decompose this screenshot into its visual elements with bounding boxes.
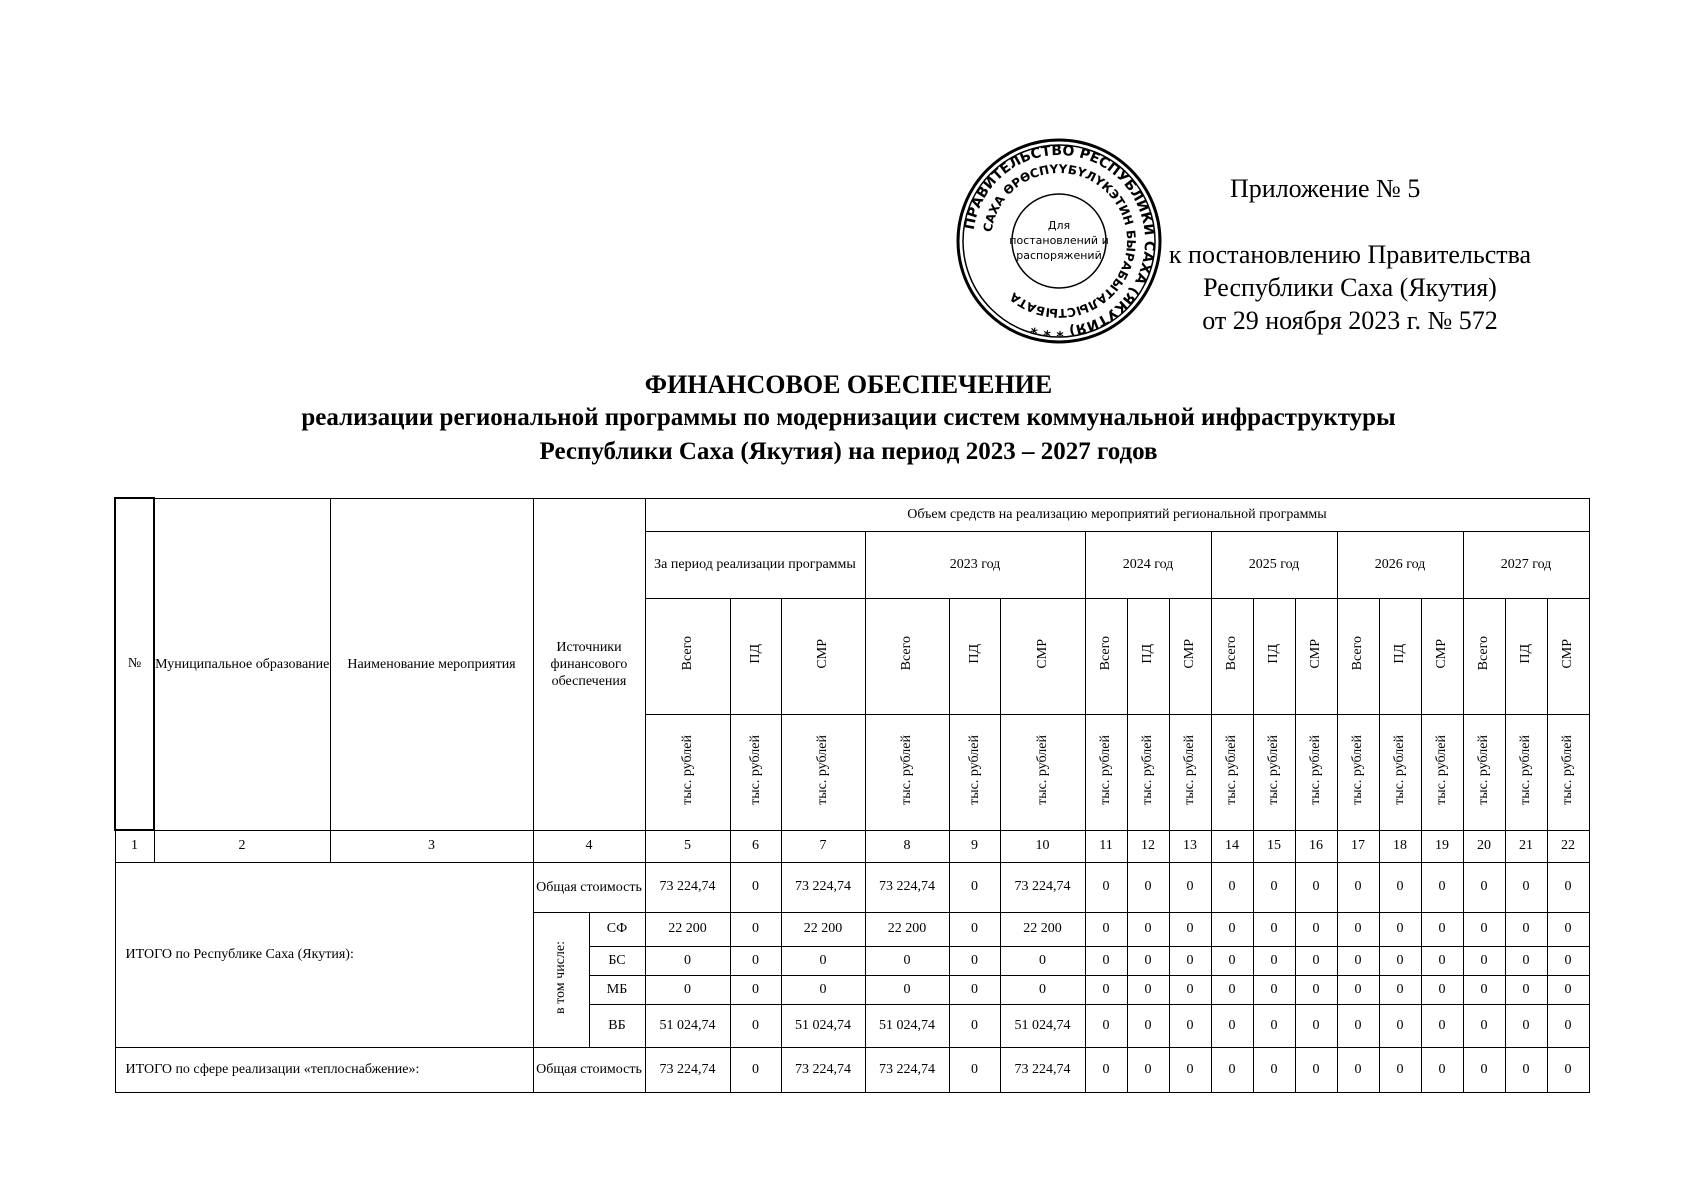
source-general-cost: Общая стоимость (533, 1047, 645, 1092)
header-subcolumn-label: СМР (1560, 638, 1575, 669)
value-cell: 0 (949, 1047, 1000, 1092)
value-cell: 0 (1337, 1004, 1379, 1047)
header-subcolumn-pd (1379, 598, 1421, 714)
header-unit-label: тыс. рублей (1308, 734, 1323, 805)
seal-center-line-2: постановлений и (1009, 234, 1109, 247)
value-cell: 0 (1337, 975, 1379, 1004)
header-unit-label: тыс. рублей (1182, 734, 1197, 805)
value-cell: 0 (1337, 1047, 1379, 1092)
value-cell: 0 (865, 975, 949, 1004)
value-cell: 0 (1127, 946, 1169, 975)
header-unit-cell (781, 714, 865, 830)
value-cell: 0 (1127, 975, 1169, 1004)
value-cell: 22 200 (781, 912, 865, 946)
header-unit-cell (1463, 714, 1505, 830)
header-subcolumn-total (645, 598, 730, 714)
value-cell: 0 (1421, 912, 1463, 946)
value-cell: 51 024,74 (645, 1004, 730, 1047)
value-cell: 73 224,74 (645, 862, 730, 912)
value-cell: 0 (1253, 862, 1295, 912)
value-cell: 0 (1169, 1047, 1211, 1092)
header-period-total: За период реализации программы (645, 531, 865, 598)
column-number: 22 (1547, 830, 1589, 862)
value-cell: 0 (1253, 1047, 1295, 1092)
header-unit-label: тыс. рублей (1560, 734, 1575, 805)
value-cell: 22 200 (1000, 912, 1085, 946)
header-unit-cell (1211, 714, 1253, 830)
table-row (115, 1047, 1589, 1092)
value-cell: 0 (730, 1004, 781, 1047)
value-cell: 0 (1211, 946, 1253, 975)
value-cell: 0 (1421, 862, 1463, 912)
seal-inner-text: САХА ӨРӨСПҮҮБҮЛҮКЭТИН БЫРАБЫТАЛЫСТЫБАТА (980, 161, 1139, 321)
value-cell: 0 (1211, 912, 1253, 946)
value-cell: 0 (1379, 1004, 1421, 1047)
value-cell: 0 (1337, 862, 1379, 912)
value-cell: 0 (1505, 862, 1547, 912)
value-cell: 0 (1547, 862, 1589, 912)
column-number: 15 (1253, 830, 1295, 862)
header-number: № (115, 498, 154, 830)
header-subcolumn-smr (1547, 598, 1589, 714)
value-cell: 0 (1085, 1047, 1127, 1092)
value-cell: 0 (1463, 912, 1505, 946)
header-subcolumn-label: Всего (679, 636, 695, 671)
source-vb: ВБ (589, 1004, 645, 1047)
value-cell: 0 (1463, 1047, 1505, 1092)
header-year-2025: 2025 год (1211, 531, 1337, 598)
value-cell: 0 (1295, 1047, 1337, 1092)
header-subcolumn-label: СМР (1182, 638, 1197, 669)
value-cell: 0 (1295, 975, 1337, 1004)
header-subcolumn-label: ПД (1266, 643, 1281, 664)
value-cell: 0 (1505, 1047, 1547, 1092)
header-unit-label: тыс. рублей (815, 734, 830, 805)
value-cell: 0 (1463, 1004, 1505, 1047)
value-cell: 0 (1295, 946, 1337, 975)
header-subcolumn-label: СМР (815, 638, 830, 669)
value-cell: 0 (1127, 912, 1169, 946)
value-cell: 0 (1169, 912, 1211, 946)
value-cell: 0 (645, 975, 730, 1004)
header-year-2026: 2026 год (1337, 531, 1463, 598)
header-unit-label: тыс. рублей (679, 734, 695, 805)
value-cell: 73 224,74 (645, 1047, 730, 1092)
seal-center-line-3: распоряжений (1016, 249, 1102, 262)
column-number: 2 (154, 830, 330, 862)
column-number: 14 (1211, 830, 1253, 862)
value-cell: 0 (1127, 1004, 1169, 1047)
value-cell: 0 (1127, 1047, 1169, 1092)
value-cell: 73 224,74 (865, 1047, 949, 1092)
column-number: 20 (1463, 830, 1505, 862)
total-heat-supply-label: ИТОГО по сфере реализации «теплоснабжение»: (115, 1047, 533, 1092)
header-subcolumn-smr (1169, 598, 1211, 714)
value-cell: 0 (1421, 946, 1463, 975)
value-cell: 0 (949, 975, 1000, 1004)
header-unit-cell (949, 714, 1000, 830)
column-number: 9 (949, 830, 1000, 862)
header-unit-cell (730, 714, 781, 830)
header-unit-cell (1337, 714, 1379, 830)
value-cell: 0 (730, 1047, 781, 1092)
value-cell: 0 (1379, 862, 1421, 912)
header-unit-cell (1505, 714, 1547, 830)
including-label-cell (533, 912, 589, 1047)
appendix-resolution-line: к постановлению Правительства (1168, 240, 1532, 269)
value-cell: 0 (1211, 862, 1253, 912)
value-cell: 51 024,74 (1000, 1004, 1085, 1047)
seal-center-line-1: Для (1047, 219, 1071, 232)
column-number: 6 (730, 830, 781, 862)
header-subcolumn-label: ПД (1392, 643, 1407, 664)
header-volume-of-funds: Объем средств на реализацию мероприятий региональной программы (645, 498, 1589, 531)
header-municipality: Муниципальное образование (154, 498, 330, 830)
value-cell: 73 224,74 (1000, 862, 1085, 912)
header-subcolumn-smr (1000, 598, 1085, 714)
source-general-cost: Общая стоимость (533, 862, 645, 912)
value-cell: 0 (865, 946, 949, 975)
column-number: 8 (865, 830, 949, 862)
value-cell: 0 (645, 946, 730, 975)
value-cell: 0 (1000, 975, 1085, 1004)
header-unit-label: тыс. рублей (1140, 734, 1155, 805)
header-unit-label: тыс. рублей (1034, 734, 1050, 805)
value-cell: 0 (1085, 862, 1127, 912)
header-unit-cell (1421, 714, 1463, 830)
value-cell: 73 224,74 (781, 862, 865, 912)
header-subcolumn-label: Всего (899, 636, 914, 671)
header-subcolumn-pd (730, 598, 781, 714)
column-number: 21 (1505, 830, 1547, 862)
value-cell: 0 (949, 946, 1000, 975)
header-subcolumn-smr (1295, 598, 1337, 714)
seal-outer-text: ПРАВИТЕЛЬСТВО РЕСПУБЛИКИ САХА (ЯКУТИЯ) * * * (961, 142, 1158, 340)
value-cell: 0 (949, 912, 1000, 946)
financing-table (114, 497, 1590, 1093)
value-cell: 0 (1085, 975, 1127, 1004)
header-unit-cell (1547, 714, 1589, 830)
header-unit-label: тыс. рублей (1224, 734, 1239, 805)
header-unit-label: тыс. рублей (1350, 734, 1365, 805)
value-cell: 0 (1337, 912, 1379, 946)
header-unit-label: тыс. рублей (747, 734, 763, 805)
header-subcolumn-label: Всего (1350, 636, 1365, 671)
value-cell: 0 (1505, 1004, 1547, 1047)
value-cell: 51 024,74 (865, 1004, 949, 1047)
column-numbers-row (115, 830, 1589, 862)
header-subcolumn-label: Всего (1224, 636, 1239, 671)
value-cell: 0 (1000, 946, 1085, 975)
value-cell: 0 (1547, 946, 1589, 975)
header-subcolumn-smr (1421, 598, 1463, 714)
source-sf: СФ (589, 912, 645, 946)
appendix-republic-line: Республики Саха (Якутия) (1203, 273, 1497, 302)
header-unit-cell (1379, 714, 1421, 830)
value-cell: 0 (1379, 1047, 1421, 1092)
header-unit-cell (1295, 714, 1337, 830)
header-unit-label: тыс. рублей (1518, 734, 1533, 805)
header-unit-label: тыс. рублей (1098, 734, 1113, 805)
value-cell: 0 (1463, 975, 1505, 1004)
value-cell: 0 (949, 862, 1000, 912)
column-number: 4 (533, 830, 645, 862)
header-subcolumn-label: ПД (747, 643, 763, 664)
value-cell: 0 (1211, 975, 1253, 1004)
header-subcolumn-label: СМР (1434, 638, 1449, 669)
header-unit-cell (1085, 714, 1127, 830)
value-cell: 0 (1337, 946, 1379, 975)
value-cell: 0 (730, 946, 781, 975)
value-cell: 0 (1253, 946, 1295, 975)
value-cell: 0 (1547, 975, 1589, 1004)
header-unit-label: тыс. рублей (1434, 734, 1449, 805)
value-cell: 0 (730, 862, 781, 912)
header-subcolumn-total (1085, 598, 1127, 714)
value-cell: 0 (1505, 946, 1547, 975)
header-unit-cell (865, 714, 949, 830)
value-cell: 0 (1169, 862, 1211, 912)
value-cell: 73 224,74 (1000, 1047, 1085, 1092)
value-cell: 0 (1421, 975, 1463, 1004)
header-unit-cell (1253, 714, 1295, 830)
value-cell: 0 (1211, 1047, 1253, 1092)
value-cell: 0 (1253, 975, 1295, 1004)
value-cell: 0 (1505, 975, 1547, 1004)
value-cell: 0 (1253, 1004, 1295, 1047)
value-cell: 0 (949, 1004, 1000, 1047)
header-subcolumn-pd (1127, 598, 1169, 714)
header-subcolumn-label: ПД (1518, 643, 1533, 664)
header-year-2023: 2023 год (865, 531, 1085, 598)
header-unit-label: тыс. рублей (966, 734, 982, 805)
value-cell: 0 (1547, 1004, 1589, 1047)
appendix-number: Приложение № 5 (1230, 174, 1421, 203)
value-cell: 0 (1169, 975, 1211, 1004)
header-subcolumn-pd (1253, 598, 1295, 714)
total-republic-label: ИТОГО по Республике Саха (Якутия): (115, 862, 533, 1047)
header-funding-sources: Источники финансового обеспечения (533, 498, 645, 830)
value-cell: 51 024,74 (781, 1004, 865, 1047)
official-seal-stamp (955, 137, 1163, 345)
value-cell: 0 (1547, 1047, 1589, 1092)
header-subcolumn-smr (781, 598, 865, 714)
header-unit-cell (1169, 714, 1211, 830)
header-event-name: Наименование мероприятия (330, 498, 533, 830)
value-cell: 0 (1421, 1047, 1463, 1092)
column-number: 1 (115, 830, 154, 862)
value-cell: 0 (781, 946, 865, 975)
document-subtitle-line-2: Республики Саха (Якутия) на период 2023 – 2027 годов (539, 438, 1158, 465)
column-number: 10 (1000, 830, 1085, 862)
value-cell: 22 200 (645, 912, 730, 946)
source-bs: БС (589, 946, 645, 975)
document-subtitle-line-1: реализации региональной программы по модернизации систем коммунальной инфраструктуры (301, 404, 1396, 431)
value-cell: 0 (1169, 1004, 1211, 1047)
value-cell: 0 (730, 975, 781, 1004)
column-number: 18 (1379, 830, 1421, 862)
value-cell: 0 (1211, 1004, 1253, 1047)
appendix-date-line: от 29 ноября 2023 г. № 572 (1202, 306, 1498, 335)
value-cell: 73 224,74 (781, 1047, 865, 1092)
header-subcolumn-total (865, 598, 949, 714)
column-number: 19 (1421, 830, 1463, 862)
header-subcolumn-label: Всего (1476, 636, 1491, 671)
column-number: 13 (1169, 830, 1211, 862)
value-cell: 0 (1085, 912, 1127, 946)
source-mb: МБ (589, 975, 645, 1004)
header-unit-cell (1000, 714, 1085, 830)
value-cell: 0 (1295, 862, 1337, 912)
column-number: 12 (1127, 830, 1169, 862)
value-cell: 0 (1085, 946, 1127, 975)
value-cell: 0 (1295, 912, 1337, 946)
value-cell: 0 (1127, 862, 1169, 912)
header-subcolumn-total (1463, 598, 1505, 714)
header-subcolumn-total (1337, 598, 1379, 714)
column-number: 5 (645, 830, 730, 862)
header-subcolumn-pd (1505, 598, 1547, 714)
value-cell: 22 200 (865, 912, 949, 946)
value-cell: 0 (1379, 946, 1421, 975)
table-row (115, 862, 1589, 912)
header-subcolumn-label: СМР (1308, 638, 1323, 669)
header-subcolumn-total (1211, 598, 1253, 714)
value-cell: 0 (1463, 862, 1505, 912)
value-cell: 73 224,74 (865, 862, 949, 912)
header-subcolumn-label: ПД (1140, 643, 1155, 664)
column-number: 17 (1337, 830, 1379, 862)
document-title: ФИНАНСОВОЕ ОБЕСПЕЧЕНИЕ (644, 370, 1053, 399)
value-cell: 0 (1295, 1004, 1337, 1047)
value-cell: 0 (1379, 975, 1421, 1004)
value-cell: 0 (1253, 912, 1295, 946)
value-cell: 0 (1379, 912, 1421, 946)
header-subcolumn-label: ПД (966, 643, 982, 664)
column-number: 16 (1295, 830, 1337, 862)
value-cell: 0 (730, 912, 781, 946)
header-unit-label: тыс. рублей (1392, 734, 1407, 805)
header-unit-cell (1127, 714, 1169, 830)
value-cell: 0 (781, 975, 865, 1004)
header-subcolumn-label: СМР (1034, 638, 1050, 669)
including-label: в том числе: (553, 940, 568, 1014)
header-year-2024: 2024 год (1085, 531, 1211, 598)
value-cell: 0 (1547, 912, 1589, 946)
value-cell: 0 (1463, 946, 1505, 975)
column-number: 11 (1085, 830, 1127, 862)
value-cell: 0 (1505, 912, 1547, 946)
header-unit-label: тыс. рублей (1266, 734, 1281, 805)
header-subcolumn-pd (949, 598, 1000, 714)
value-cell: 0 (1085, 1004, 1127, 1047)
header-year-2027: 2027 год (1463, 531, 1589, 598)
column-number: 3 (330, 830, 533, 862)
header-unit-label: тыс. рублей (1476, 734, 1491, 805)
value-cell: 0 (1421, 1004, 1463, 1047)
header-subcolumn-label: Всего (1098, 636, 1113, 671)
header-unit-cell (645, 714, 730, 830)
column-number: 7 (781, 830, 865, 862)
header-unit-label: тыс. рублей (899, 734, 914, 805)
value-cell: 0 (1169, 946, 1211, 975)
